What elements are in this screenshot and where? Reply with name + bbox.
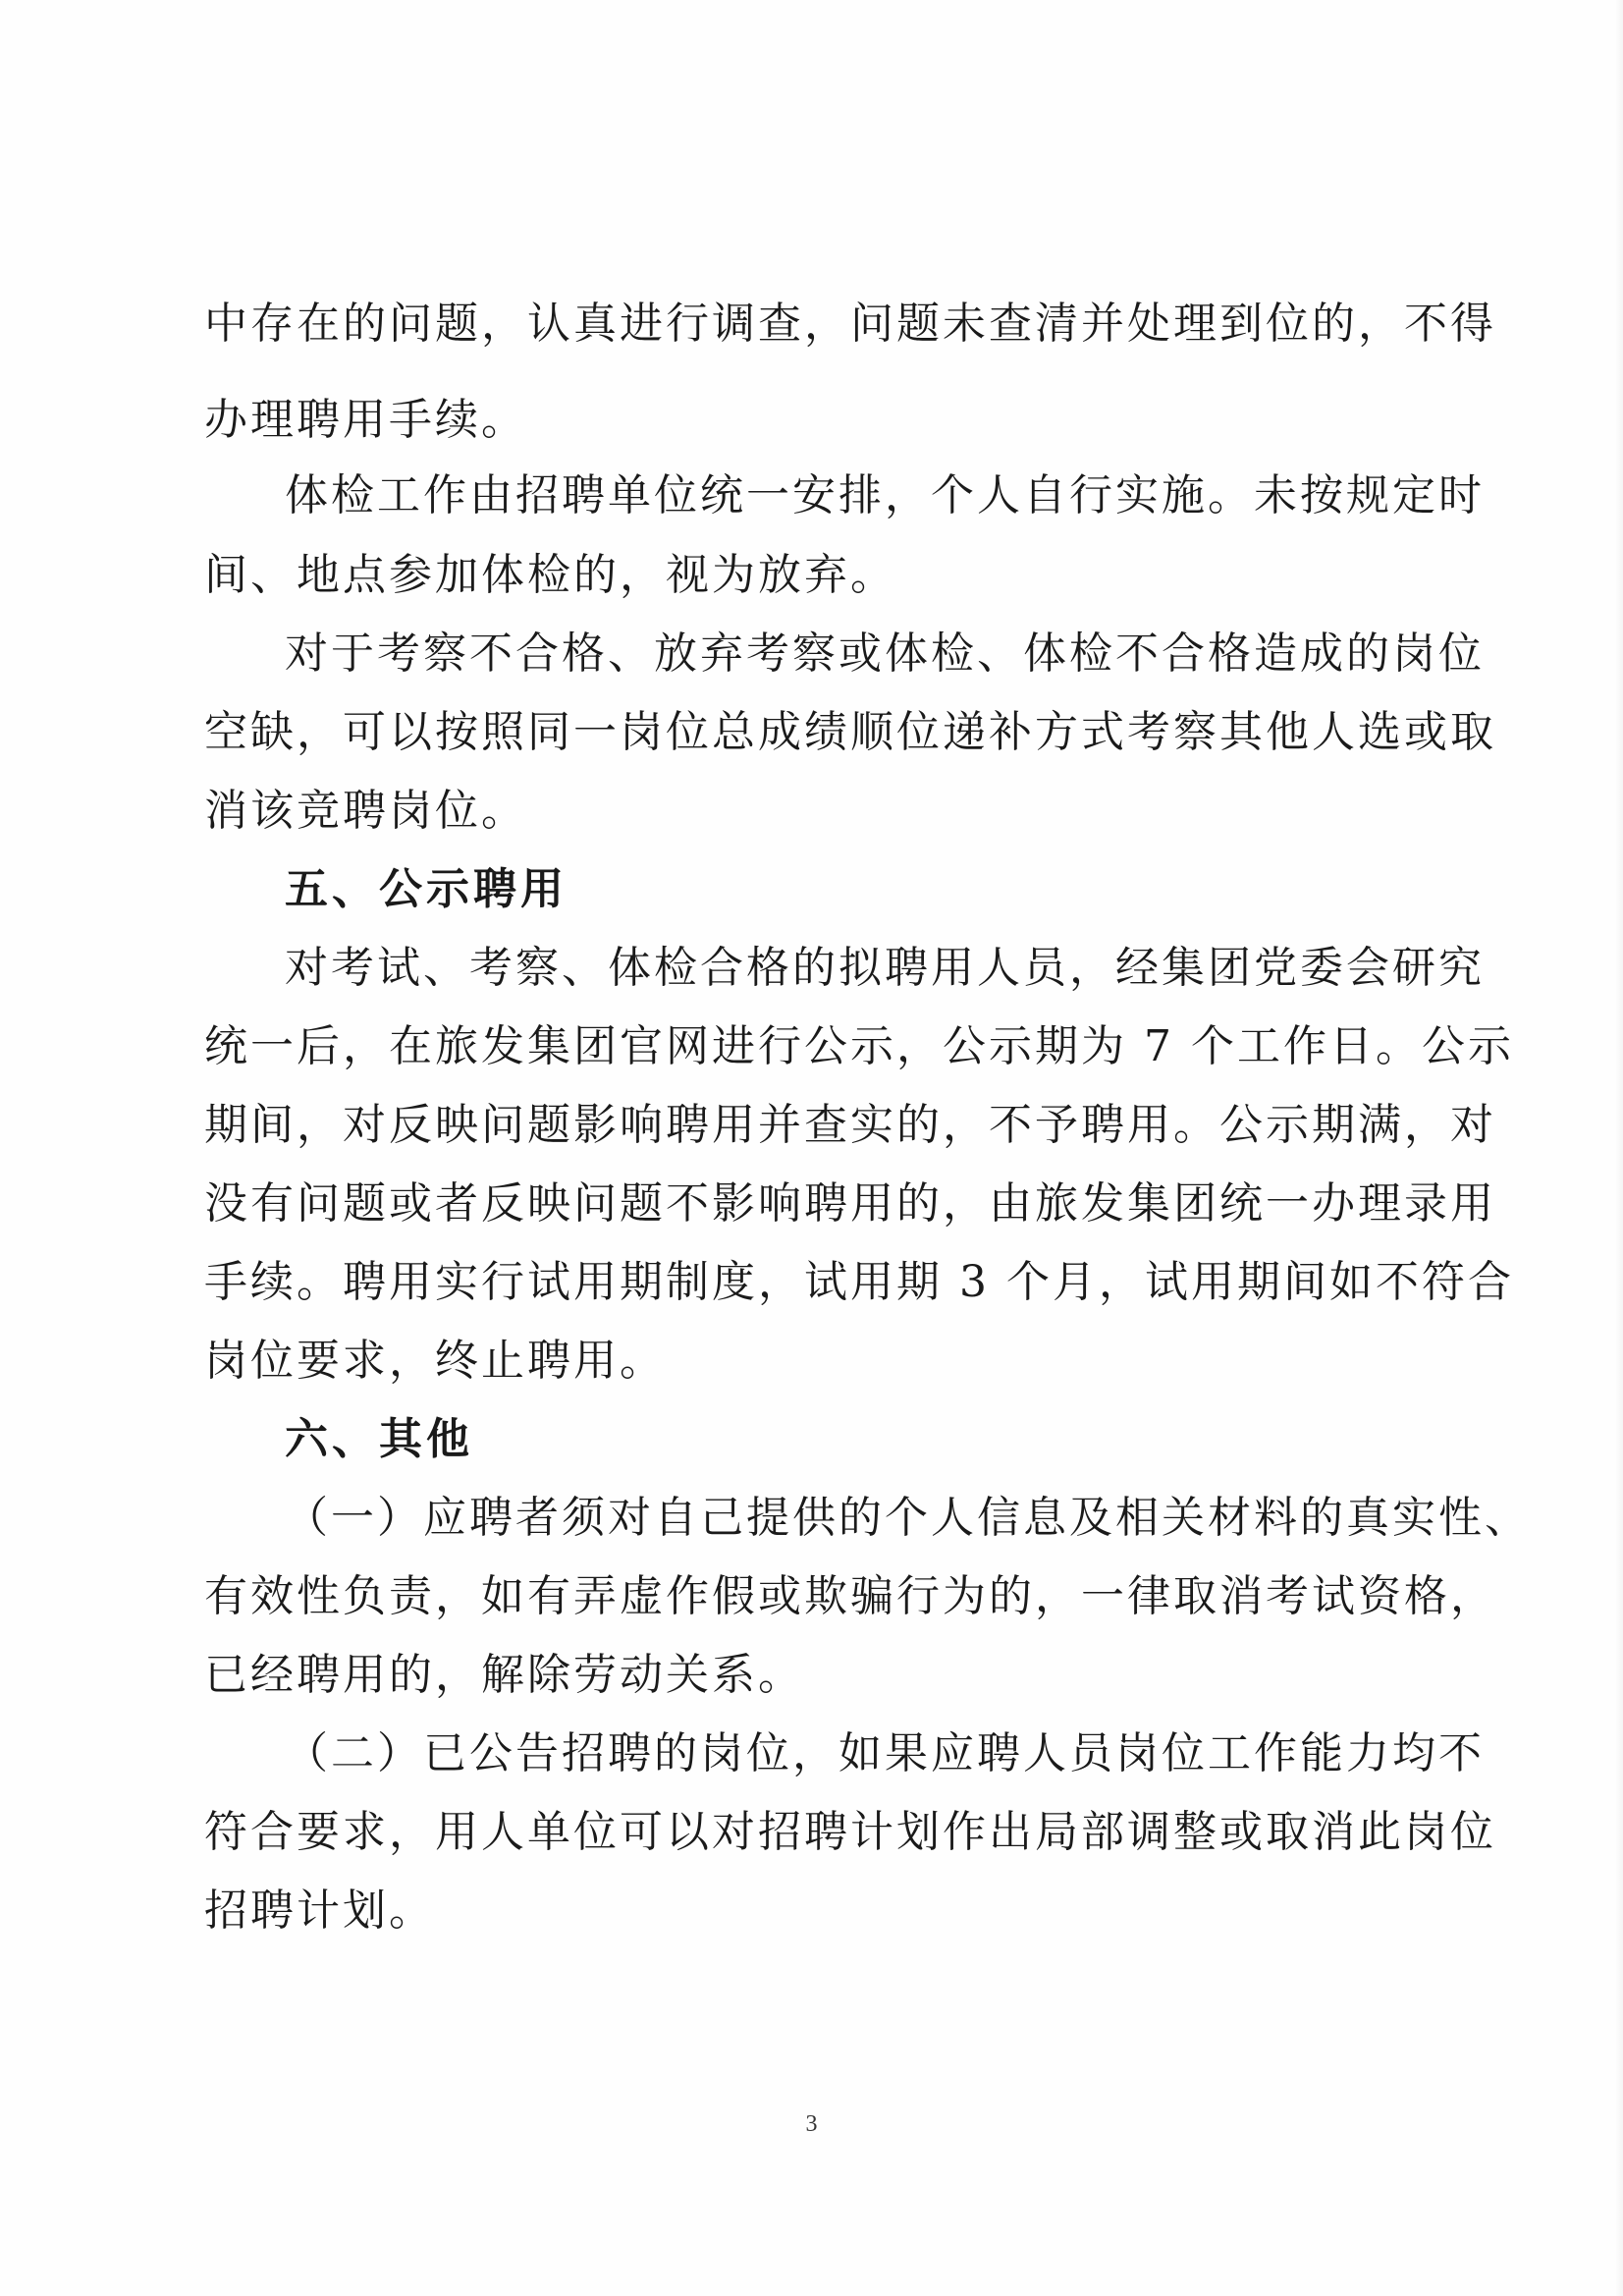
paragraph-line: 岗位要求，终止聘用。 [204, 1336, 666, 1386]
paragraph-line: 间、地点参加体检的，视为放弃。 [204, 550, 896, 600]
paragraph-line: 符合要求，用人单位可以对招聘计划作出局部调整或取消此岗位 [204, 1807, 1496, 1857]
section-heading-six: 六、其他 [285, 1414, 473, 1464]
paragraph-line: （一）应聘者须对自己提供的个人信息及相关材料的真实性、 [285, 1493, 1531, 1543]
paragraph-line: 招聘计划。 [204, 1886, 435, 1936]
paragraph-line: 对考试、考察、体检合格的拟聘用人员，经集团党委会研究 [285, 943, 1485, 993]
paragraph-line: 办理聘用手续。 [204, 395, 527, 445]
section-heading-five: 五、公示聘用 [285, 864, 568, 914]
scan-edge-shadow [1615, 0, 1623, 2296]
paragraph-line: 期间，对反映问题影响聘用并查实的，不予聘用。公示期满，对 [204, 1100, 1496, 1150]
page-number: 3 [805, 2111, 818, 2137]
paragraph-line: 空缺，可以按照同一岗位总成绩顺位递补方式考察其他人选或取 [204, 707, 1496, 757]
paragraph-line: 中存在的问题，认真进行调查，问题未查清并处理到位的，不得 [204, 299, 1496, 349]
paragraph-line: 已经聘用的，解除劳动关系。 [204, 1650, 804, 1700]
paragraph-line: 统一后，在旅发集团官网进行公示，公示期为 7 个工作日。公示 [204, 1021, 1514, 1071]
paragraph-line: （二）已公告招聘的岗位，如果应聘人员岗位工作能力均不 [285, 1728, 1485, 1778]
paragraph-line: 没有问题或者反映问题不影响聘用的，由旅发集团统一办理录用 [204, 1178, 1496, 1229]
paragraph-line: 消该竞聘岗位。 [204, 786, 527, 836]
paragraph-line: 手续。聘用实行试用期制度，试用期 3 个月，试用期间如不符合 [204, 1257, 1514, 1307]
paragraph-line: 有效性负责，如有弄虚作假或欺骗行为的，一律取消考试资格， [204, 1571, 1496, 1621]
paragraph-line: 对于考察不合格、放弃考察或体检、体检不合格造成的岗位 [285, 629, 1485, 679]
paragraph-line: 体检工作由招聘单位统一安排，个人自行实施。未按规定时 [285, 470, 1485, 520]
